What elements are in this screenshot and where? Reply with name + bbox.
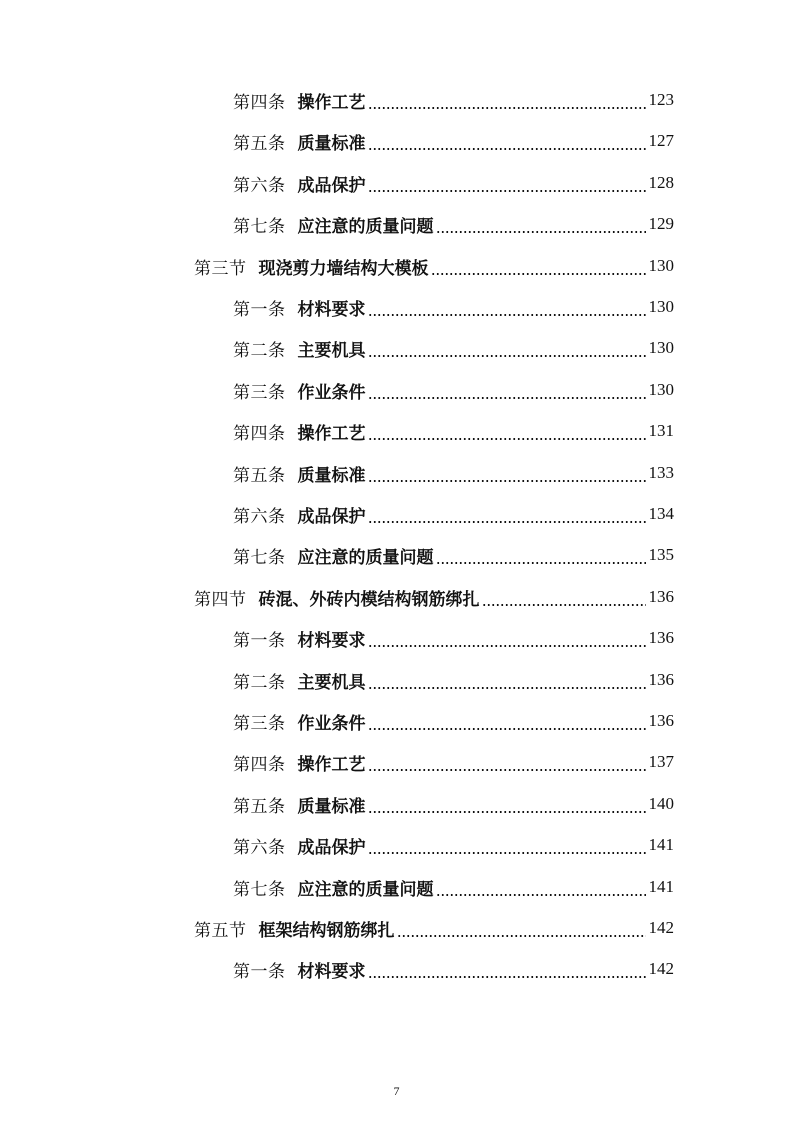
toc-dot-leader [482, 604, 646, 606]
toc-article-entry[interactable] [233, 171, 674, 195]
toc-entry-page: 136 [648, 711, 674, 730]
toc-entry-title: 作业条件 [297, 382, 366, 403]
toc-dot-leader [368, 645, 646, 647]
toc-entry-title: 应注意的质量问题 [297, 547, 434, 568]
toc-entry-title: 主要机具 [297, 340, 366, 361]
toc-entry-page: 131 [648, 421, 674, 440]
toc-article-entry[interactable] [233, 668, 674, 692]
toc-article-entry[interactable] [233, 833, 674, 857]
toc-entry-number: 第一条 [233, 630, 286, 651]
toc-dot-leader [368, 190, 646, 192]
toc-entry-number: 第五条 [233, 796, 286, 817]
toc-article-entry[interactable] [233, 378, 674, 402]
toc-dot-leader [368, 687, 646, 689]
toc-dot-leader [368, 976, 646, 978]
toc-entry-page: 142 [648, 959, 674, 978]
toc-section-entry[interactable] [194, 585, 674, 609]
toc-entry-title: 现浇剪力墙结构大模板 [258, 258, 429, 279]
toc-article-entry[interactable] [233, 875, 674, 899]
toc-entry-title: 成品保护 [297, 837, 366, 858]
toc-entry-page: 127 [648, 131, 674, 150]
toc-dot-leader [368, 397, 646, 399]
toc-entry-number: 第六条 [233, 175, 286, 196]
toc-entry-title: 砖混、外砖内模结构钢筋绑扎 [258, 589, 480, 610]
toc-article-entry[interactable] [233, 88, 674, 112]
toc-entry-title: 材料要求 [297, 961, 366, 982]
toc-article-entry[interactable] [233, 792, 674, 816]
toc-dot-leader [368, 438, 646, 440]
toc-entry-page: 133 [648, 463, 674, 482]
toc-entry-title: 操作工艺 [297, 423, 366, 444]
toc-entry-number: 第二条 [233, 340, 286, 361]
toc-dot-leader [368, 811, 646, 813]
toc-article-entry[interactable] [233, 129, 674, 153]
toc-entry-number: 第四条 [233, 92, 286, 113]
toc-dot-leader [397, 935, 646, 937]
toc-entry-number: 第三条 [233, 382, 286, 403]
toc-entry-title: 成品保护 [297, 506, 366, 527]
toc-entry-number: 第七条 [233, 879, 286, 900]
toc-article-entry[interactable] [233, 461, 674, 485]
toc-entry-number: 第五条 [233, 465, 286, 486]
toc-entry-number: 第七条 [233, 547, 286, 568]
toc-entry-title: 质量标准 [297, 133, 366, 154]
toc-entry-title: 质量标准 [297, 796, 366, 817]
toc-entry-page: 142 [648, 918, 674, 937]
toc-dot-leader [368, 728, 646, 730]
toc-dot-leader [436, 562, 646, 564]
toc-entry-page: 134 [648, 504, 674, 523]
toc-section-entry[interactable] [194, 254, 674, 278]
toc-entry-number: 第四条 [233, 423, 286, 444]
toc-entry-title: 材料要求 [297, 299, 366, 320]
toc-entry-title: 质量标准 [297, 465, 366, 486]
toc-dot-leader [368, 314, 646, 316]
toc-article-entry[interactable] [233, 502, 674, 526]
toc-entry-number: 第二条 [233, 672, 286, 693]
toc-entry-page: 128 [648, 173, 674, 192]
toc-section-entry[interactable] [194, 916, 674, 940]
toc-entry-title: 操作工艺 [297, 92, 366, 113]
toc-entry-number: 第四节 [194, 589, 247, 610]
toc-dot-leader [368, 107, 646, 109]
toc-dot-leader [368, 148, 646, 150]
toc-article-entry[interactable] [233, 709, 674, 733]
toc-entry-title: 作业条件 [297, 713, 366, 734]
toc-article-entry[interactable] [233, 626, 674, 650]
toc-entry-number: 第一条 [233, 961, 286, 982]
toc-article-entry[interactable] [233, 212, 674, 236]
toc-entry-number: 第三节 [194, 258, 247, 279]
toc-dot-leader [368, 852, 646, 854]
toc-dot-leader [436, 231, 646, 233]
page-number: 7 [393, 1084, 400, 1098]
toc-dot-leader [368, 521, 646, 523]
toc-entry-page: 137 [648, 752, 674, 771]
toc-entry-page: 136 [648, 628, 674, 647]
toc-entry-page: 136 [648, 670, 674, 689]
toc-entry-number: 第六条 [233, 837, 286, 858]
toc-article-entry[interactable] [233, 543, 674, 567]
toc-entry-page: 130 [648, 338, 674, 357]
toc-entry-title: 成品保护 [297, 175, 366, 196]
toc-article-entry[interactable] [233, 419, 674, 443]
toc-entry-page: 130 [648, 256, 674, 275]
toc-entry-title: 应注意的质量问题 [297, 216, 434, 237]
toc-entry-number: 第五节 [194, 920, 247, 941]
toc-entry-number: 第四条 [233, 754, 286, 775]
toc-entry-page: 136 [648, 587, 674, 606]
toc-entry-page: 140 [648, 794, 674, 813]
toc-entry-number: 第一条 [233, 299, 286, 320]
toc-article-entry[interactable] [233, 750, 674, 774]
toc-article-entry[interactable] [233, 295, 674, 319]
toc-entry-title: 框架结构钢筋绑扎 [258, 920, 395, 941]
toc-entry-number: 第七条 [233, 216, 286, 237]
toc-dot-leader [368, 769, 646, 771]
toc-entry-number: 第五条 [233, 133, 286, 154]
toc-dot-leader [436, 894, 646, 896]
toc-entry-page: 130 [648, 380, 674, 399]
toc-entry-number: 第三条 [233, 713, 286, 734]
toc-entry-title: 应注意的质量问题 [297, 879, 434, 900]
toc-entry-number: 第六条 [233, 506, 286, 527]
toc-article-entry[interactable] [233, 336, 674, 360]
toc-entry-page: 123 [648, 90, 674, 109]
toc-entry-title: 操作工艺 [297, 754, 366, 775]
toc-entry-page: 130 [648, 297, 674, 316]
toc-entry-page: 135 [648, 545, 674, 564]
toc-entry-page: 141 [648, 835, 674, 854]
toc-article-entry[interactable] [233, 957, 674, 981]
toc-entry-page: 129 [648, 214, 674, 233]
toc-dot-leader [368, 480, 646, 482]
toc-dot-leader [368, 355, 646, 357]
toc-entry-title: 材料要求 [297, 630, 366, 651]
toc-entry-page: 141 [648, 877, 674, 896]
toc-dot-leader [431, 273, 646, 275]
toc-entry-title: 主要机具 [297, 672, 366, 693]
